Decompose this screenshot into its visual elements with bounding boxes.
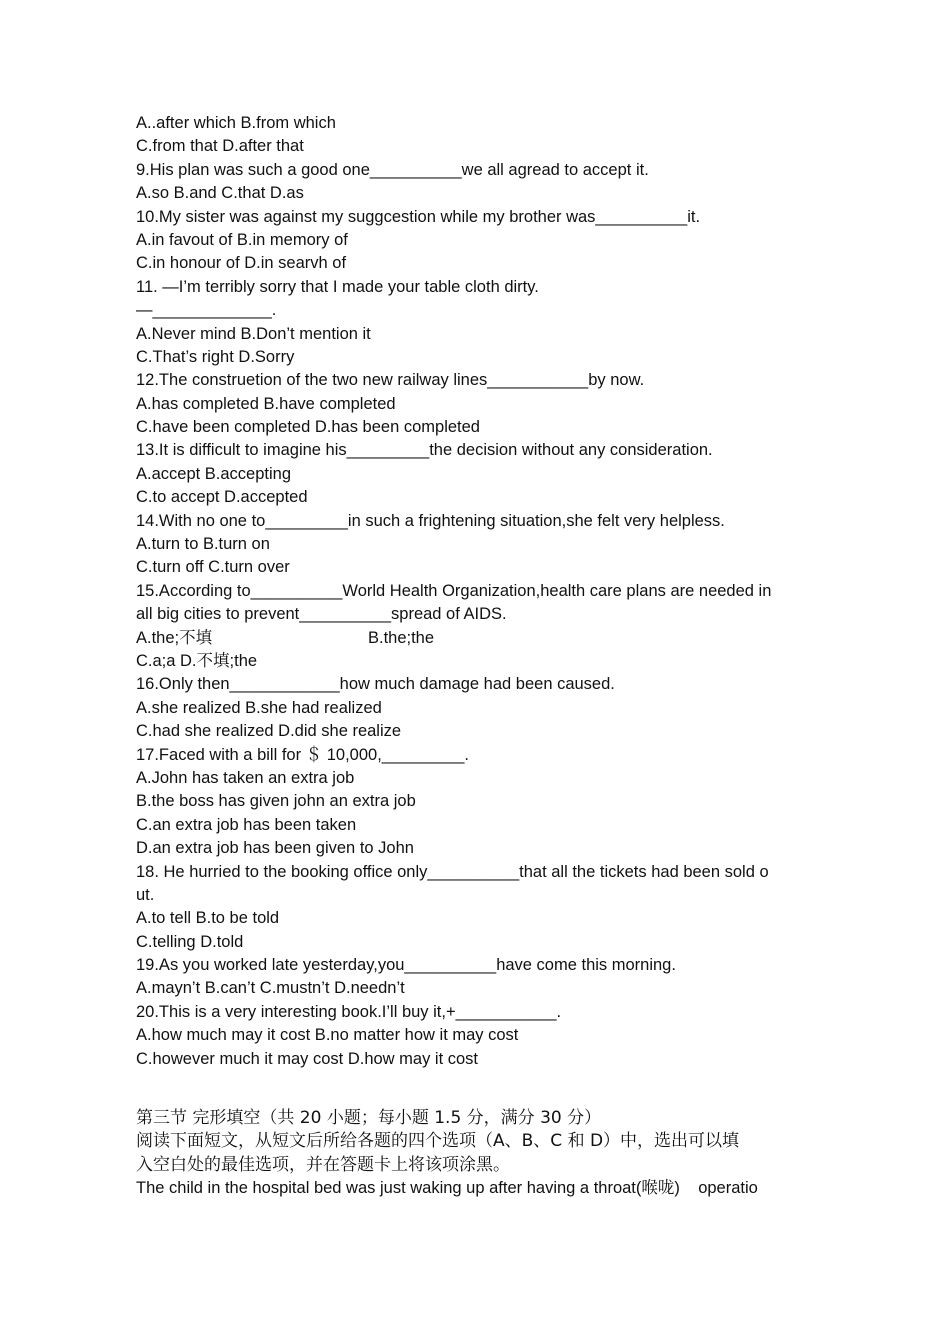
text-line: C.an extra job has been taken — [136, 815, 357, 834]
text-line: C.have been completed D.has been completed — [136, 418, 480, 437]
text-line: A..after which B.from which — [136, 114, 336, 132]
question-19: 19.As you worked late yesterday,you__________have come this morning. — [136, 956, 676, 975]
text-line: A.in favout of B.in memory of — [136, 230, 348, 249]
text-line: C.to accept D.accepted — [136, 488, 308, 507]
exam-page — [136, 112, 816, 1201]
text-line: A.turn to B.turn on — [136, 535, 270, 554]
question-10: 10.My sister was against my suggcestion while my brother was__________it. — [136, 207, 701, 226]
question-15: 15.According to__________World Health Organization,health care plans are needed in — [136, 581, 772, 600]
text-line: A.Never mind B.Don’t mention it — [136, 324, 371, 343]
text-line: C.in honour of D.in searvh of — [136, 254, 347, 273]
section-instruction: 阅读下面短文，从短文后所给各题的四个选项（A、B、C 和 D）中，选出可以填 — [136, 1131, 740, 1152]
passage-start: The child in the hospital bed was just waking up after having a throat(喉咙) operatio — [136, 1179, 758, 1198]
question-11: 11. —I’m terribly sorry that I made your table cloth dirty. — [136, 277, 539, 296]
text-line: C.turn off C.turn over — [136, 558, 290, 577]
text-line: A.how much may it cost B.no matter how it may cost — [136, 1026, 519, 1045]
text-line: A.so B.and C.that D.as — [136, 184, 304, 203]
text-line: C.That’s right D.Sorry — [136, 347, 295, 366]
text-line: A.she realized B.she had realized — [136, 698, 382, 717]
text-line: C.telling D.told — [136, 932, 244, 951]
text-line: B.the boss has given john an extra job — [136, 792, 416, 811]
question-14: 14.With no one to_________in such a frightening situation,she felt very helpless. — [136, 511, 725, 530]
section-spacer — [136, 1071, 816, 1107]
text-line: C.had she realized D.did she realize — [136, 722, 402, 741]
text-line: ut. — [136, 885, 155, 904]
question-16: 16.Only then____________how much damage had been caused. — [136, 675, 615, 694]
question-9: 9.His plan was such a good one__________we all agread to accept it. — [136, 160, 649, 179]
text-line: C.a;a D.不填;the — [136, 651, 258, 670]
question-13: 13.It is difficult to imagine his_________the decision without any consideration. — [136, 441, 713, 460]
text-line: A.accept B.accepting — [136, 464, 292, 483]
text-line: C.however much it may cost D.how may it cost — [136, 1049, 479, 1068]
section-instruction: 入空白处的最佳选项，并在答题卡上将该项涂黑。 — [136, 1154, 510, 1175]
section-heading: 第三节 完形填空（共 20 小题；每小题 1.5 分，满分 30 分） — [136, 1108, 602, 1129]
question-20: 20.This is a very interesting book.I’ll buy it,+___________. — [136, 1002, 562, 1021]
question-12: 12.The construetion of the two new railway lines___________by now. — [136, 371, 645, 390]
text-line: A.to tell B.to be told — [136, 909, 280, 928]
text-line: A.the;不填 B.the;the — [136, 628, 435, 647]
text-line: all big cities to prevent__________spread of AIDS. — [136, 605, 507, 624]
text-line: C.from that D.after that — [136, 137, 304, 156]
question-17: 17.Faced with a bill for ＄ 10,000,_________. — [136, 745, 469, 764]
question-18: 18. He hurried to the booking office only__________that all the tickets had been sold o — [136, 862, 769, 881]
text-line: A.mayn’t B.can’t C.mustn’t D.needn’t — [136, 979, 405, 998]
text-line: D.an extra job has been given to John — [136, 839, 414, 858]
text-line: A.John has taken an extra job — [136, 768, 355, 787]
text-line: —_____________. — [136, 301, 277, 320]
text-line: A.has completed B.have completed — [136, 394, 396, 413]
